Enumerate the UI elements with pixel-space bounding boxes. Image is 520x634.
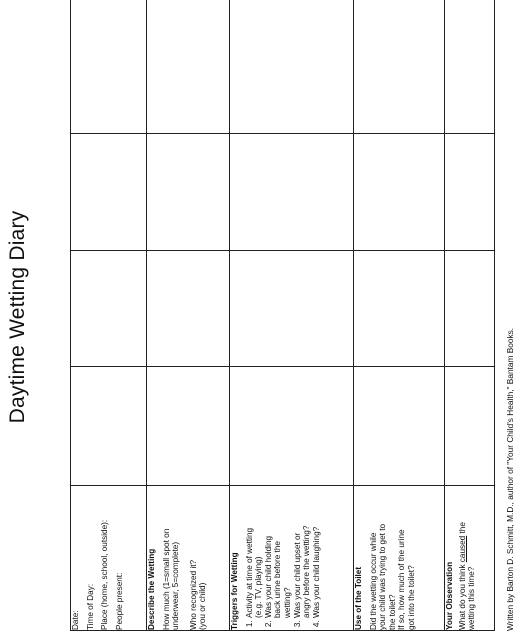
list-item — [293, 486, 312, 618]
toilet-heading: Use of the Toilet — [354, 566, 363, 630]
list-item — [264, 486, 293, 618]
trigger-line: 3. Was your child upset or — [292, 532, 302, 618]
entry-cell[interactable] — [147, 0, 230, 134]
describe-heading: Describe the Wetting — [147, 548, 156, 630]
entry-cell[interactable] — [71, 0, 147, 134]
table-row — [445, 0, 495, 631]
entry-cell[interactable] — [230, 251, 354, 367]
table-row — [354, 0, 445, 631]
entry-cell[interactable] — [71, 134, 147, 251]
toilet-q2-line: If so, how much of the urine — [397, 529, 407, 630]
entry-cell[interactable] — [354, 367, 445, 486]
triggers-list — [245, 486, 322, 630]
describe-label-cell — [147, 486, 230, 631]
trigger-line: (e.g. TV, playing) — [254, 556, 264, 618]
describe-q1-line: How much (1=small spot on — [161, 528, 171, 630]
observation-line — [458, 486, 468, 630]
list-item — [312, 486, 322, 618]
entry-cell[interactable] — [354, 251, 445, 367]
triggers-heading: Triggers for Wetting — [230, 552, 239, 630]
table-row — [230, 0, 354, 631]
toilet-q1-line: Did the wetting occur while — [368, 532, 378, 630]
table-row — [71, 0, 147, 631]
trigger-line: angry before the wetting? — [302, 525, 312, 618]
entry-cell[interactable] — [445, 134, 495, 251]
entry-cell[interactable] — [147, 134, 230, 251]
observation-text: What do you think — [457, 562, 467, 630]
basics-label-cell — [71, 486, 147, 631]
diary-table — [70, 0, 495, 631]
entry-cell[interactable] — [71, 251, 147, 367]
describe-q1-line: underwear, 5=complete) — [171, 541, 181, 630]
observation-line: wetting this time? — [467, 566, 477, 630]
entry-cell[interactable] — [230, 0, 354, 134]
observation-heading: Your Observation — [445, 561, 454, 630]
entry-cell[interactable] — [354, 134, 445, 251]
entry-cell[interactable] — [230, 367, 354, 486]
trigger-line: wetting? — [282, 587, 292, 618]
time-label: Time of Day: — [85, 583, 95, 630]
list-item — [245, 486, 264, 618]
toilet-q1-line: your child was trying to get to — [378, 523, 388, 630]
entry-cell[interactable] — [147, 367, 230, 486]
trigger-line: 2. Was your child holding — [263, 535, 273, 618]
trigger-line: 1. Activity at time of wetting — [244, 527, 254, 618]
toilet-label-cell — [354, 486, 445, 631]
place-label: Place (home, school, outside): — [100, 519, 110, 630]
entry-cell[interactable] — [147, 251, 230, 367]
entry-cell[interactable] — [445, 367, 495, 486]
trigger-line: 4. Was your child laughing? — [311, 526, 321, 618]
triggers-label-cell — [230, 486, 354, 631]
toilet-q1-line: the toilet? — [387, 594, 397, 630]
describe-q2-line: (you or child) — [198, 582, 208, 630]
observation-label-cell — [445, 486, 495, 631]
author-credit: Written by Barton D. Schmitt, M.D., author of "Your Child's Health," Bantam Books. — [505, 327, 515, 631]
toilet-q2-line: got into the toilet? — [406, 565, 416, 630]
entry-cell[interactable] — [71, 367, 147, 486]
table-row — [147, 0, 230, 631]
trigger-line: back urine before the — [273, 541, 283, 618]
entry-cell[interactable] — [354, 0, 445, 134]
date-label: Date: — [71, 610, 80, 630]
observation-emphasis: caused — [457, 535, 467, 563]
entry-cell[interactable] — [445, 251, 495, 367]
entry-cell[interactable] — [445, 0, 495, 134]
page-title: Daytime Wetting Diary — [6, 210, 29, 424]
entry-cell[interactable] — [230, 134, 354, 251]
describe-q2-line: Who recognized it? — [188, 559, 198, 630]
people-label: People present: — [114, 572, 124, 630]
observation-text: the — [457, 522, 467, 536]
